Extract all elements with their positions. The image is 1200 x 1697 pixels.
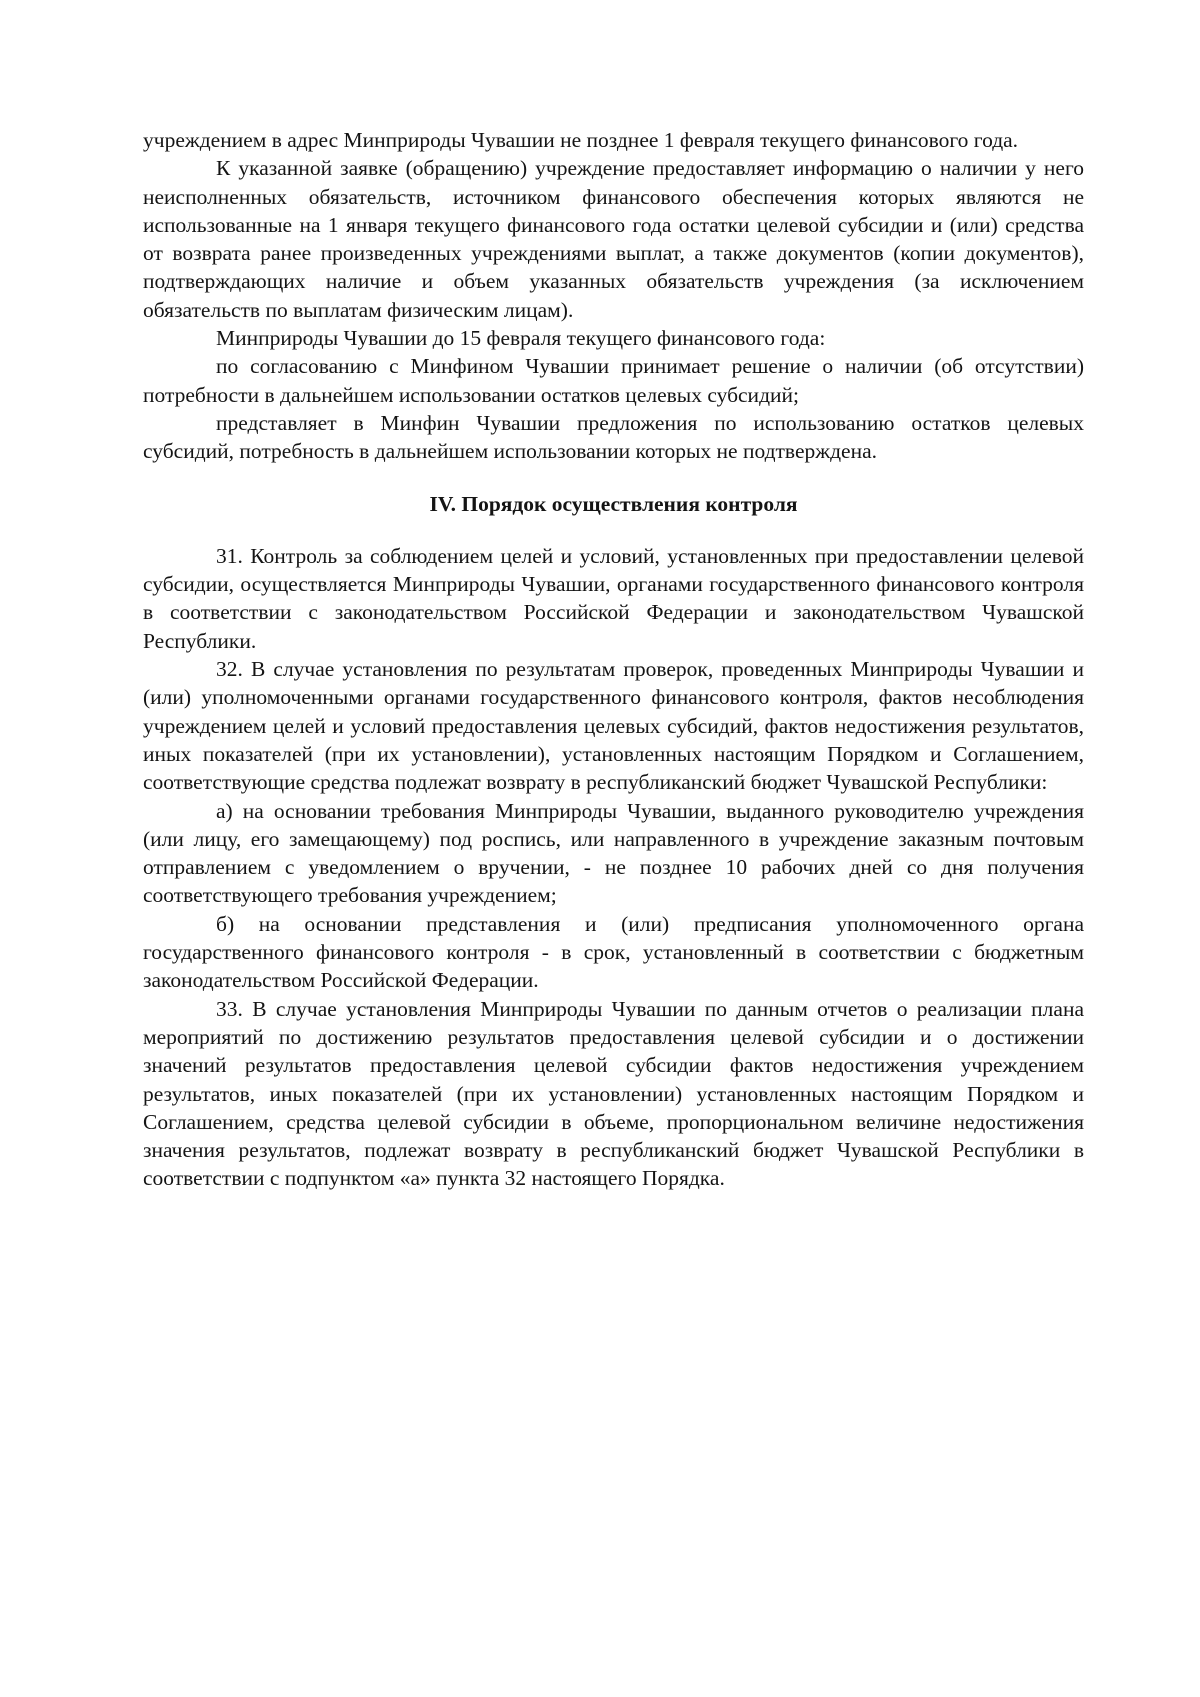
paragraph-clause-32-a: а) на основании требования Минприроды Чувашии, выданного руководителю учреждения (или лицу, его замещающему) под роспись, или направленного в учреждение заказным почтовым отправлением с уведомлением о вручении, - не позднее 10 рабочих дней со дня получения соответствующего требования учреждением; bbox=[143, 798, 1084, 908]
paragraph-deadline: Минприроды Чувашии до 15 февраля текущего финансового года: bbox=[216, 326, 826, 351]
paragraph-clause-32-b: б) на основании представления и (или) предписания уполномоченного органа государственного финансового контроля - в срок, установленный в соответствии с бюджетным законодательством Российской Федерации. bbox=[143, 911, 1084, 993]
paragraph-clause-31: 31. Контроль за соблюдением целей и условий, установленных при предоставлении целевой субсидии, осуществляется Минприроды Чувашии, органами государственного финансового контроля в соответствии с законодательством Российской Федерации и законодательством Чувашской Республики. bbox=[143, 543, 1084, 653]
paragraph-decision: по согласованию с Минфином Чувашии принимает решение о наличии (об отсутствии) потребности в дальнейшем использовании остатков целевых субсидий; bbox=[143, 354, 1084, 407]
paragraph-continuation: учреждением в адрес Минприроды Чувашии не позднее 1 февраля текущего финансового года. bbox=[143, 128, 1019, 152]
document-body bbox=[143, 126, 1084, 1193]
paragraph-proposals: представляет в Минфин Чувашии предложения по использованию остатков целевых субсидий, потребность в дальнейшем использовании которых не подтверждена. bbox=[143, 410, 1084, 464]
paragraph-clause-32: 32. В случае установления по результатам проверок, проведенных Минприроды Чувашии и (или) уполномоченными органами государственного финансового контроля, фактов несоблюдения учреждением целей и условий предоставления целевых субсидий, фактов недостижения результатов, иных показателей (при их установлении), установленных настоящим Порядком и Соглашением, соответствующие средства подлежат возврату в республиканский бюджет Чувашской Республики: bbox=[143, 657, 1084, 795]
section-heading: IV. Порядок осуществления контроля bbox=[429, 491, 798, 516]
paragraph-application-info: К указанной заявке (обращению) учреждение предоставляет информацию о наличии у него неисполненных обязательств, источником финансового обеспечения которых являются не использованные на 1 января текущего финансового года остатки целевой субсидии и (или) средства от возврата ранее произведенных учреждениями выплат, а также документов (копии документов), подтверждающих наличие и объем указанных обязательств учреждения (за исключением обязательств по выплатам физическим лицам). bbox=[143, 156, 1084, 322]
paragraph-clause-33: 33. В случае установления Минприроды Чувашии по данным отчетов о реализации плана мероприятий по достижению результатов предоставления целевой субсидии и о достижении значений результатов предоставления целевой субсидии фактов недостижения учреждением результатов, иных показателей (при их установлении) установленных настоящим Порядком и Соглашением, средства целевой субсидии в объеме, пропорциональном величине недостижения значения результатов, подлежат возврату в республиканский бюджет Чувашской Республики в соответствии с подпунктом «а» пункта 32 настоящего Порядка. bbox=[143, 996, 1084, 1191]
